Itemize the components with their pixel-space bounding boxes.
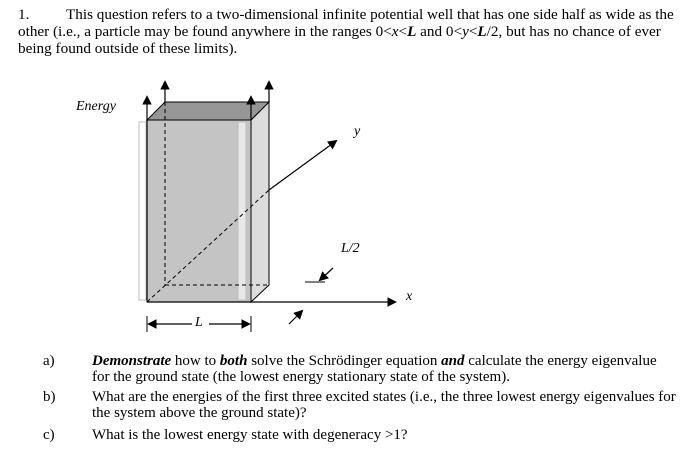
width-label: L bbox=[195, 315, 203, 330]
part-a-text-1: how to bbox=[171, 353, 220, 369]
well-front-face bbox=[147, 120, 251, 302]
part-a-emph-demonstrate: Demonstrate bbox=[92, 353, 172, 369]
part-a-text-3: calculate the energy eigenvalue for the ground state (the lowest energy stationary state of the system). bbox=[92, 353, 657, 385]
part-b-text: What are the energies of the first three excited states (i.e., the three lowest energy eigenvalues for the system above the ground state)? bbox=[92, 389, 676, 421]
part-a-text-2: solve the Schrödinger equation bbox=[247, 353, 442, 369]
energy-label: Energy bbox=[76, 99, 116, 114]
part-a-emph-and: and bbox=[441, 353, 465, 369]
well-side-face bbox=[251, 102, 269, 302]
half-width-pointer-upper bbox=[320, 268, 333, 280]
part-c-text: What is the lowest energy state with degeneracy >1? bbox=[92, 427, 408, 443]
well-highlight-right bbox=[238, 122, 246, 300]
question-number: 1. bbox=[18, 6, 30, 23]
part-c-letter: c) bbox=[43, 427, 55, 443]
less-than-1: < bbox=[398, 23, 408, 40]
less-than-2: < bbox=[468, 23, 478, 40]
part-a-emph-both: both bbox=[219, 353, 248, 369]
half-width-pointer-lower bbox=[289, 311, 302, 324]
L-variable-1: L bbox=[407, 23, 417, 40]
part-b-letter: b) bbox=[43, 389, 56, 405]
intro-text-1: This question refers to a two-dimensional infinite potential well that has one side half as wide as the other (i.e., a particle may be found anywhere in the ranges 0< bbox=[18, 6, 674, 40]
well-highlight-left bbox=[139, 122, 146, 300]
y-axis-label: y bbox=[354, 124, 361, 139]
intro-text-2: /2, but has no chance of ever being found outside of these limits). bbox=[18, 23, 661, 57]
part-a-text bbox=[92, 353, 677, 385]
L-variable-2: L bbox=[477, 23, 487, 40]
y-variable: y bbox=[462, 23, 469, 40]
x-axis-label: x bbox=[406, 289, 413, 304]
x-variable: x bbox=[391, 23, 399, 40]
y-axis-arrow bbox=[269, 141, 336, 190]
part-a-letter: a) bbox=[43, 353, 55, 369]
and-text: and 0< bbox=[416, 23, 463, 40]
half-width-label: L/2 bbox=[341, 241, 360, 256]
